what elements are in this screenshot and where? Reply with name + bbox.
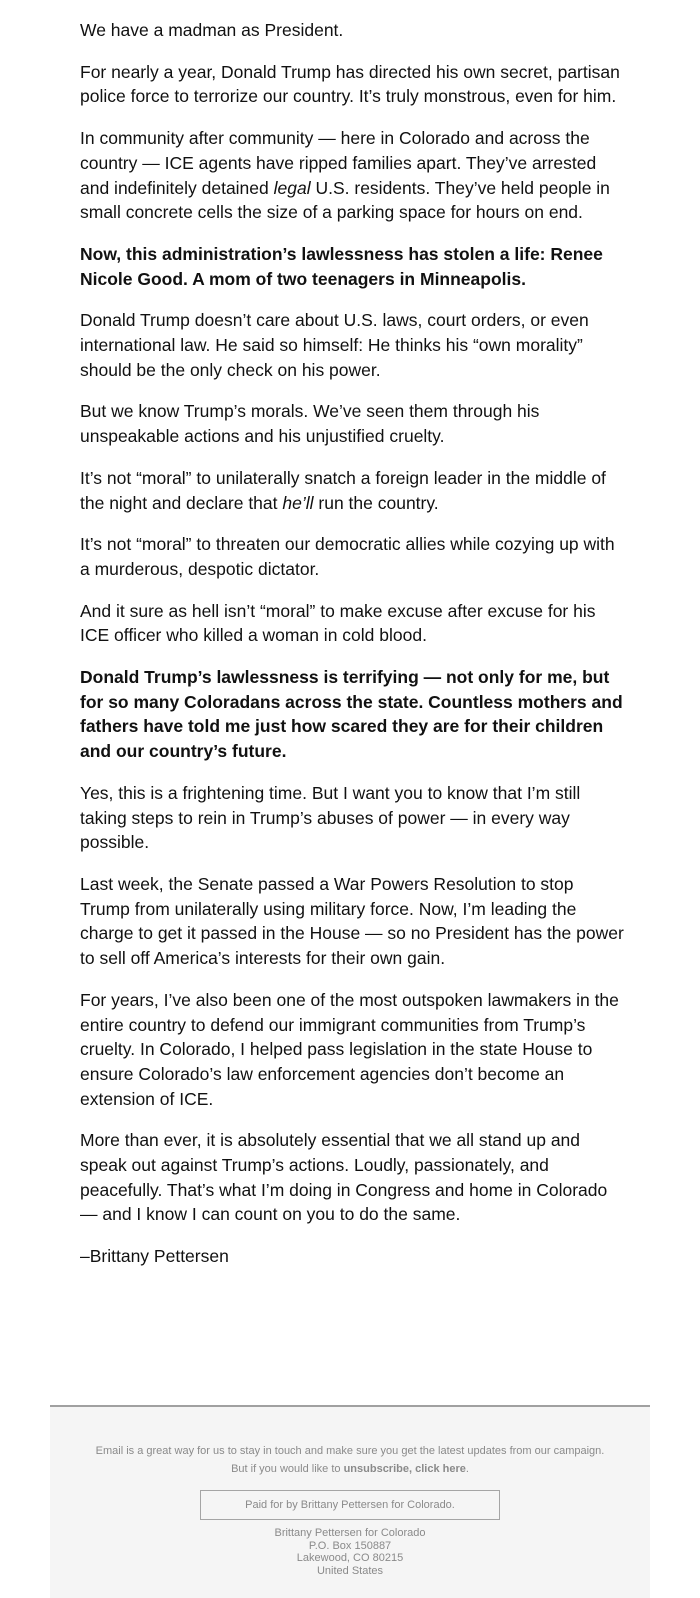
paragraph-ice-officer: And it sure as hell isn’t “moral” to make excuse after excuse for his ICE officer who killed a woman in cold blood. xyxy=(80,600,596,646)
address-city: Lakewood, CO 80215 xyxy=(296,1552,404,1564)
footer-note-suffix: . xyxy=(465,1463,469,1475)
paragraph-war-powers: Last week, the Senate passed a War Powers Resolution to stop Trump from unilaterally using military force. Now, I’m leading the charge to get it passed in the House — so no President has the power to sell off America’s interests for their own gain. xyxy=(80,873,624,969)
paragraph-police-force: For nearly a year, Donald Trump has directed his own secret, partisan police force to terrorize our country. It’s truly monstrous, even for him. xyxy=(80,61,620,107)
paragraph-immigrant-communities: For years, I’ve also been one of the most outspoken lawmakers in the entire country to defend our immigrant communities from Trump’s cruelty. In Colorado, I helped pass legislation in the state House to ensure Colorado’s law enforcement agencies don’t become an extension of ICE. xyxy=(80,989,619,1109)
paragraph-terrifying: Donald Trump’s lawlessness is terrifying — not only for me, but for so many Coloradans across the state. Countless mothers and fathers have told me just how scared they are for their children and our country’s future. xyxy=(80,667,623,762)
footer-note xyxy=(50,1442,650,1478)
footer-note-prefix: But if you would like to xyxy=(231,1463,344,1475)
paragraph-stand-up: More than ever, it is absolutely essential that we all stand up and speak out against Trump’s actions. Loudly, passionately, and peacefully. That’s what I’m doing in Congress and home in Colorado — and I know I can count on you to do the same. xyxy=(80,1130,608,1225)
email-body xyxy=(80,18,625,1286)
address-name: Brittany Pettersen for Colorado xyxy=(274,1527,426,1539)
footer-note-line1: Email is a great way for us to stay in touch and make sure you get the latest updates from our campaign. xyxy=(95,1445,605,1457)
address-po-box: P.O. Box 150887 xyxy=(308,1539,392,1552)
paragraph-laws: Donald Trump doesn’t care about U.S. laws, court orders, or even international law. He said so himself: He thinks his “own morality” should be the only check on his power. xyxy=(80,310,589,380)
emphasis-hell: he’ll xyxy=(282,492,314,513)
paid-for-disclaimer: Paid for by Brittany Pettersen for Colorado. xyxy=(200,1490,500,1520)
paragraph-foreign-leader xyxy=(80,466,625,515)
address-country: United States xyxy=(316,1564,384,1577)
signature: –Brittany Pettersen xyxy=(80,1246,229,1267)
paragraph-text: U.S. residents. They’ve held people in small concrete cells the size of a parking space for hours on end. xyxy=(80,177,610,223)
paragraph-renee-good: Now, this administration’s lawlessness has stolen a life: Renee Nicole Good. A mom of two teenagers in Minneapolis. xyxy=(80,243,603,289)
email-footer xyxy=(50,1405,650,1598)
paragraph-opening: We have a madman as President. xyxy=(80,20,344,40)
paragraph-morals: But we know Trump’s morals. We’ve seen them through his unspeakable actions and his unjustified cruelty. xyxy=(80,401,540,447)
unsubscribe-link[interactable]: unsubscribe, click here xyxy=(343,1463,466,1475)
emphasis-legal: legal xyxy=(273,177,311,198)
paragraph-text: run the country. xyxy=(313,492,439,513)
paragraph-text: In community after community — here in Colorado and across the country — ICE agents have ripped families apart. They’ve arrested and indefinitely detained xyxy=(80,128,597,198)
mailing-address xyxy=(50,1527,650,1577)
footer-note-line2 xyxy=(50,1460,650,1478)
paragraph-allies: It’s not “moral” to threaten our democratic allies while cozying up with a murderous, despotic dictator. xyxy=(80,534,615,579)
paragraph-frightening: Yes, this is a frightening time. But I want you to know that I’m still taking steps to rein in Trump’s abuses of power — in every way possible. xyxy=(80,782,581,853)
paragraph-text: It’s not “moral” to unilaterally snatch a foreign leader in the middle of the night and declare that xyxy=(80,467,606,513)
paragraph-ice-families xyxy=(80,126,625,225)
